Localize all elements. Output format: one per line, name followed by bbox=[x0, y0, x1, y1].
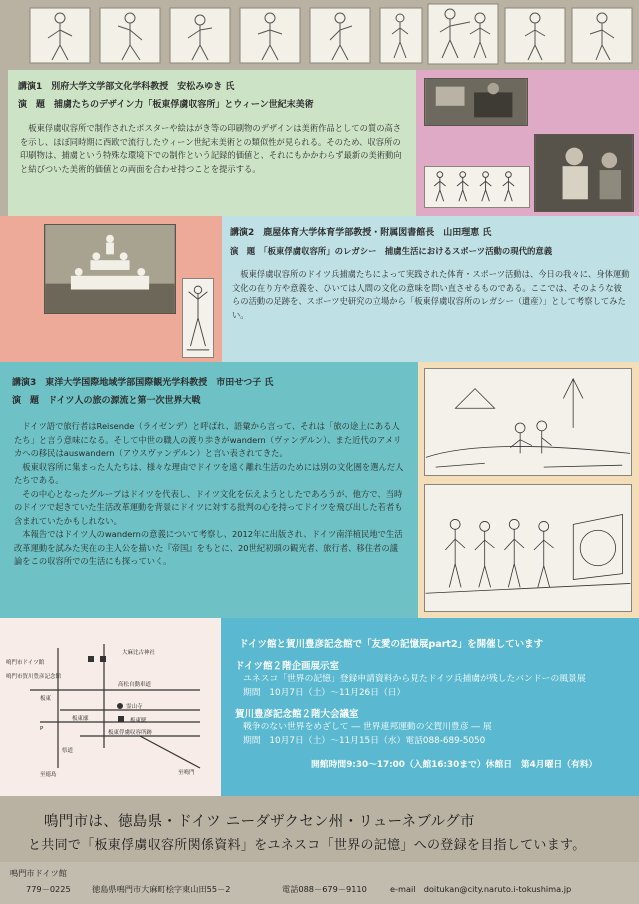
footer-message bbox=[0, 796, 639, 862]
map-label: 鳴門市ドイツ館 bbox=[6, 660, 45, 666]
map-label: 板東俘虜収容所跡 bbox=[108, 730, 153, 736]
contact-info bbox=[0, 862, 639, 904]
lecture1-speaker: 講演1 別府大学文学部文化学科教授 安松みゆき 氏 bbox=[18, 82, 235, 92]
footer-line-2: と共同で「板東俘虜収容所関係資料」をユネスコ「世界の記憶」への登録を目指しています。 bbox=[28, 838, 586, 853]
venue1-period: 期間 10月7日（土）～11月26日（日） bbox=[243, 688, 406, 698]
lecture2-body: 板東俘虜収容所のドイツ兵捕虜たちによって実践された体育・スポーツ活動は、今日の我々に、身体運動文化の在り方や意義を、ひいては人間の文化の意味を問い直させるものである。ここでは、そのような彼らの活動の足跡を、スポーツ史研究の立場から「板東俘虜収容所のレガシー（遺産）」として考察してみたい。 bbox=[232, 269, 630, 320]
exhibition-panel bbox=[221, 618, 639, 796]
opening-hours: 開館時間9:30～17:00（入館16:30まで）休館日 第4月曜日（有料） bbox=[311, 760, 598, 770]
lecture3-paragraph: 本報告ではドイツ人のwandernの意義について考察し、2012年に出版され、ドイツ南洋植民地で生活改革運動を試みた実在の主人公を描いた『帝国』をもとに、20世紀初頭の観光者、旅行者、移住者の議論をこの収容所での生活にも探っていく。 bbox=[14, 529, 403, 566]
lecture2-speaker: 講演2 鹿屋体育大学体育学部教授・附属図書館長 山田理恵 氏 bbox=[230, 228, 492, 238]
stick-figures-icon bbox=[425, 167, 529, 207]
venue1-description: ユネスコ「世界の記憶」登録申請資料から見たドイツ兵捕虜が残したバンドーの風景展 bbox=[243, 674, 586, 684]
header-illustration-strip bbox=[0, 0, 639, 68]
gymnastics-pyramid-photo bbox=[44, 224, 176, 314]
contact-address: 徳島県鳴門市大麻町桧字東山田55－2 bbox=[92, 884, 231, 894]
header-sketch-figures-icon bbox=[0, 0, 639, 68]
lecture3-body bbox=[14, 420, 406, 569]
venue2-title: 賀川豊彦記念館２階大会議室 bbox=[235, 709, 359, 720]
exhibition-headline: ドイツ館と賀川豊彦記念館で「友愛の記憶展part2」を開催しています bbox=[239, 639, 544, 650]
workshop-photo-2 bbox=[534, 134, 634, 212]
map-label: 県道 bbox=[62, 748, 74, 754]
lecture3-panel bbox=[0, 362, 418, 618]
map-label: 板東廓 bbox=[72, 716, 89, 722]
contact-email[interactable]: e-mail doitukan@city.naruto.i-tokushima.jp bbox=[390, 884, 572, 894]
map-label: 至徳島 bbox=[40, 772, 57, 778]
gymnast-icon bbox=[183, 279, 213, 357]
lecture1-panel bbox=[8, 70, 416, 216]
lecture1-title: 演 題 捕虜たちのデザイン力「板東俘虜収容所」とウィーン世紀末美術 bbox=[18, 100, 314, 110]
lecture2-title: 演 題 「板東俘虜収容所」のレガシー 捕虜生活におけるスポーツ活動の現代的意義 bbox=[230, 246, 553, 256]
gymnast-sketch bbox=[182, 278, 214, 358]
lecture3-paragraph: その中心となったグループはドイツを代表し、ドイツ文化を伝えようとしたであろうが、他方で、当時のドイツで起きていた生活改革運動を背景にドイツに対する批判の心を持ってドイツを飛び出した若者も含まれていたかもしれない。 bbox=[14, 488, 403, 526]
procession-sketch-icon bbox=[425, 485, 631, 611]
map-label: 板東 bbox=[40, 696, 52, 702]
venue1-title: ドイツ館２階企画展示室 bbox=[235, 661, 340, 672]
contact-postal: 779－0225 bbox=[26, 884, 71, 894]
lecture3-paragraph: 板東収容所に集まった人たちは、様々な理由でドイツを遠く離れ生活のためには別の文化圏を選んだ人たちである。 bbox=[14, 461, 404, 485]
lecture1-image-panel bbox=[416, 70, 639, 216]
pastoral-sketch-icon bbox=[425, 369, 631, 475]
workshop-photo-icon bbox=[425, 79, 527, 125]
footer-line-1: 鳴門市は、徳島県・ドイツ ニーダザクセン州・リューネブルグ市 bbox=[44, 814, 475, 830]
pastoral-sketch bbox=[424, 368, 632, 476]
map-label: 霊山寺 bbox=[126, 704, 143, 710]
venue2-period: 期間 10月7日（土）～11月15日（水）電話088-689-5050 bbox=[243, 736, 486, 746]
map-label: 板東駅 bbox=[130, 718, 147, 724]
workshop-photo-icon bbox=[535, 135, 633, 211]
contact-phone: 電話088－679－9110 bbox=[282, 884, 367, 894]
lecture3-title: 演 題 ドイツ人の旅の源流と第一次世界大戦 bbox=[12, 396, 201, 406]
contact-org: 鳴門市ドイツ館 bbox=[10, 868, 67, 878]
map-label: 高松自動車道 bbox=[118, 682, 152, 688]
lecture2-image-panel bbox=[0, 216, 222, 362]
lecture3-paragraph: ドイツ語で旅行者はReisende（ライゼンデ）と呼ばれ、語彙から言って、それは「旅の途上にある人たち」と言う意味になる。そして中世の職人の渡り歩きがwandern（ヴァンデルン）、また近代のアメリカへの移民はauswandern（アウスヴァンデルン）と言い表されてきた。 bbox=[14, 421, 402, 458]
map-label: P bbox=[40, 726, 44, 732]
pyramid-photo-icon bbox=[45, 225, 175, 313]
lecture1-body: 板東俘虜収容所で制作されたポスターや絵はがき等の印刷物のデザインは美術作品としての質の高さを示し、ほぼ同時期に西欧で流行したウィーン世紀末美術との類似性が見られる。そのため、収容所の印刷物は、捕虜という特殊な環境下での制作という記録的価値と、それにもかかわらず最新の美術動向と結びついた美術的価値との両面を合わせ持つことを提示する。 bbox=[20, 123, 402, 174]
workshop-photo-1 bbox=[424, 78, 528, 126]
procession-sketch bbox=[424, 484, 632, 612]
lecture3-image-panel bbox=[418, 362, 639, 618]
access-map-panel bbox=[0, 618, 221, 796]
map-label: 至鳴門 bbox=[178, 770, 195, 776]
venue2-description: 戦争のない世界をめざして ― 世界連邦運動の父賀川豊彦 ― 展 bbox=[243, 722, 492, 732]
map-label: 大麻比古神社 bbox=[122, 650, 156, 656]
map-label: 鳴門市賀川豊彦記念館 bbox=[6, 674, 62, 680]
lecture3-speaker: 講演3 東洋大学国際地域学部国際観光学科教授 市田せつ子 氏 bbox=[12, 378, 274, 388]
stick-figures-sketch bbox=[424, 166, 530, 208]
